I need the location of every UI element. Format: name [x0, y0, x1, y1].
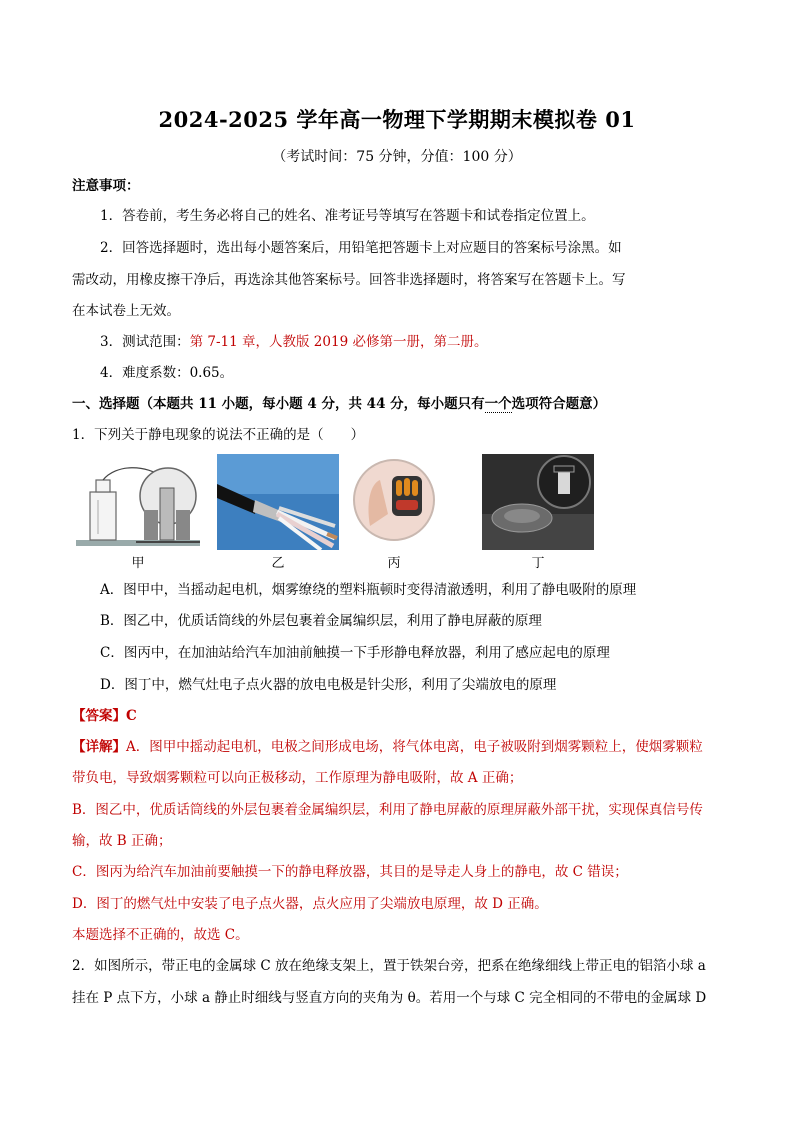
conclusion: 本题选择不正确的，故选 C。	[72, 927, 249, 943]
detail-c: C．图丙为给汽车加油前要触摸一下的静电释放器，其目的是导走人身上的静电，故 C 错误；	[72, 864, 628, 880]
page-title: 2024-2025 学年高一物理下学期期末模拟卷 01	[158, 107, 636, 132]
section-heading-underlined: 一个	[484, 396, 512, 412]
section-heading-post: 选项符合题意）	[511, 396, 607, 412]
option-c: C．图丙中，在加油站给汽车加油前触摸一下手形静电释放器，利用了感应起电的原理	[100, 645, 610, 661]
detail-a-text: A．图甲中摇动起电机，电极之间形成电场，将气体电离，电子被吸附到烟雾颗粒上，使烟雾颗粒	[126, 739, 703, 755]
notice-item-2-line-3: 在本试卷上无效。	[72, 303, 180, 319]
caption-jia: 甲	[131, 556, 145, 571]
caption-yi: 乙	[271, 556, 285, 571]
notice-item-3-prefix: 3．测试范围：	[100, 334, 190, 350]
detail-d: D．图丁的燃气灶中安装了电子点火器，点火应用了尖端放电原理，故 D 正确。	[72, 896, 548, 912]
question-1-figures	[76, 454, 616, 572]
caption-ding: 丁	[531, 556, 545, 571]
question-2-line-2: 挂在 P 点下方，小球 a 静止时细线与竖直方向的夹角为 θ。若用一个与球 C 完全相同的不带电的金属球 D	[72, 990, 707, 1006]
figure-jia-electrostatic-machine	[76, 454, 200, 550]
question-1-stem: 1．下列关于静电现象的说法不正确的是（ ）	[72, 427, 365, 443]
figure-yi-shielded-cable	[217, 454, 339, 550]
notice-heading: 注意事项：	[72, 178, 140, 194]
caption-bing: 丙	[387, 556, 401, 571]
detail-label: 【详解】	[72, 739, 126, 755]
notice-item-2-line-2: 需改动，用橡皮擦干净后，再选涂其他答案标号。回答非选择题时，将答案写在答题卡上。写	[72, 272, 626, 288]
exam-info: （考试时间：75 分钟，分值：100 分）	[272, 149, 522, 165]
figure-ding-gas-stove-igniter	[482, 454, 594, 550]
notice-item-3-range: 第 7-11 章，人教版 2019 必修第一册，第二册。	[189, 334, 488, 350]
section-heading	[72, 394, 606, 414]
question-2-line-1: 2．如图所示，带正电的金属球 C 放在绝缘支架上，置于铁架台旁，把系在绝缘细线上带正电的铝箔小球 a	[72, 958, 706, 974]
notice-item-1: 1．答卷前，考生务必将自己的姓名、准考证号等填写在答题卡和试卷指定位置上。	[100, 208, 595, 224]
section-heading-pre: 一、选择题（本题共 11 小题，每小题 4 分，共 44 分，每小题只有	[72, 396, 485, 412]
option-d: D．图丁中，燃气灶电子点火器的放电电极是针尖形，利用了尖端放电的原理	[100, 677, 557, 693]
detail-a-line-1	[72, 737, 703, 757]
detail-b-line-1: B．图乙中，优质话筒线的外层包裹着金属编织层，利用了静电屏蔽的原理屏蔽外部干扰，实现保真信号传	[72, 802, 703, 818]
notice-item-2-line-1: 2．回答选择题时，选出每小题答案后，用铅笔把答题卡上对应题目的答案标号涂黑。如	[100, 240, 622, 256]
detail-b-line-2: 输，故 B 正确；	[72, 833, 172, 849]
detail-a-line-2: 带负电，导致烟雾颗粒可以向正极移动，工作原理为静电吸附，故 A 正确；	[72, 770, 523, 786]
option-b: B．图乙中，优质话筒线的外层包裹着金属编织层，利用了静电屏蔽的原理	[100, 613, 542, 629]
answer-label: 【答案】C	[72, 708, 137, 724]
option-a: A．图甲中，当摇动起电机，烟雾缭绕的塑料瓶顿时变得清澈透明，利用了静电吸附的原理	[100, 582, 637, 598]
figure-bing-static-discharger	[352, 454, 436, 550]
notice-item-4: 4．难度系数：0.65。	[100, 365, 234, 381]
notice-item-3	[100, 332, 487, 352]
